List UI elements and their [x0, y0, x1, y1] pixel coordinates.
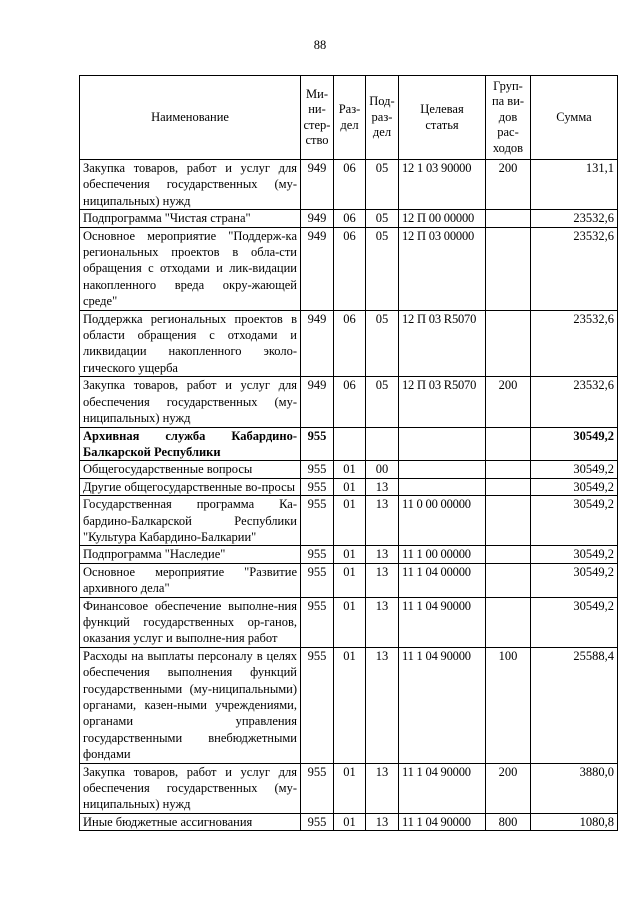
cell-amount: 30549,2 — [531, 563, 618, 597]
table-row — [80, 210, 618, 227]
cell-amount: 30549,2 — [531, 546, 618, 563]
cell-expense-group — [486, 310, 531, 377]
cell-name: Государственная программа Ка-бардино-Балкарской Республики "Культура Кабардино-Балкарии" — [80, 496, 301, 546]
cell-amount: 23532,6 — [531, 210, 618, 227]
cell-subsection: 05 — [366, 377, 399, 427]
cell-ministry: 949 — [301, 310, 334, 377]
cell-section: 06 — [334, 227, 366, 310]
cell-target: 12 П 03 00000 — [399, 227, 486, 310]
table-row — [80, 813, 618, 830]
table-row — [80, 427, 618, 461]
cell-expense-group: 100 — [486, 647, 531, 763]
cell-section: 01 — [334, 546, 366, 563]
cell-name: Общегосударственные вопросы — [80, 461, 301, 478]
cell-ministry: 949 — [301, 160, 334, 210]
cell-section: 01 — [334, 461, 366, 478]
cell-subsection: 13 — [366, 496, 399, 546]
cell-subsection: 13 — [366, 597, 399, 647]
table-row — [80, 310, 618, 377]
header-section: Раз- дел — [334, 76, 366, 160]
cell-section: 01 — [334, 563, 366, 597]
cell-expense-group: 200 — [486, 160, 531, 210]
cell-ministry: 955 — [301, 647, 334, 763]
cell-expense-group: 800 — [486, 813, 531, 830]
cell-section: 06 — [334, 210, 366, 227]
table-row — [80, 563, 618, 597]
cell-section: 06 — [334, 310, 366, 377]
table-row — [80, 496, 618, 546]
cell-expense-group — [486, 427, 531, 461]
cell-section: 01 — [334, 597, 366, 647]
cell-name: Другие общегосударственные во-просы — [80, 478, 301, 495]
cell-name: Иные бюджетные ассигнования — [80, 813, 301, 830]
cell-target: 11 1 04 90000 — [399, 813, 486, 830]
cell-subsection: 05 — [366, 210, 399, 227]
cell-ministry: 949 — [301, 227, 334, 310]
cell-section: 01 — [334, 763, 366, 813]
cell-target — [399, 478, 486, 495]
cell-amount: 131,1 — [531, 160, 618, 210]
cell-amount: 23532,6 — [531, 227, 618, 310]
table-body — [80, 160, 618, 831]
cell-name: Финансовое обеспечение выполне-ния функций государственных ор-ганов, оказания услуг и выполне-ния работ — [80, 597, 301, 647]
cell-subsection — [366, 427, 399, 461]
cell-expense-group: 200 — [486, 377, 531, 427]
cell-target: 12 П 03 R5070 — [399, 310, 486, 377]
cell-amount: 30549,2 — [531, 597, 618, 647]
cell-name: Основное мероприятие "Поддерж-ка региональных проектов в обла-сти обращения с отходами и лик-видации накопленного вреда окру-жающей среде" — [80, 227, 301, 310]
cell-expense-group — [486, 227, 531, 310]
cell-target: 11 1 04 00000 — [399, 563, 486, 597]
cell-target — [399, 461, 486, 478]
cell-ministry: 955 — [301, 813, 334, 830]
cell-ministry: 955 — [301, 597, 334, 647]
cell-name: Закупка товаров, работ и услуг для обеспечения государственных (му-ниципальных) нужд — [80, 763, 301, 813]
cell-ministry: 955 — [301, 546, 334, 563]
cell-target: 12 1 03 90000 — [399, 160, 486, 210]
cell-ministry: 955 — [301, 496, 334, 546]
cell-subsection: 13 — [366, 763, 399, 813]
table-row — [80, 227, 618, 310]
cell-section: 01 — [334, 813, 366, 830]
table-row — [80, 647, 618, 763]
cell-expense-group — [486, 546, 531, 563]
cell-expense-group — [486, 461, 531, 478]
cell-ministry: 955 — [301, 461, 334, 478]
cell-ministry: 949 — [301, 210, 334, 227]
cell-subsection: 05 — [366, 227, 399, 310]
cell-ministry: 955 — [301, 427, 334, 461]
header-row — [80, 76, 618, 160]
cell-name: Архивная служба Кабардино-Балкарской Республики — [80, 427, 301, 461]
cell-subsection: 13 — [366, 563, 399, 597]
cell-ministry: 955 — [301, 763, 334, 813]
budget-table — [79, 75, 618, 831]
cell-section: 01 — [334, 478, 366, 495]
table-row — [80, 546, 618, 563]
cell-expense-group — [486, 496, 531, 546]
cell-amount: 30549,2 — [531, 461, 618, 478]
cell-subsection: 05 — [366, 310, 399, 377]
cell-section — [334, 427, 366, 461]
cell-target — [399, 427, 486, 461]
cell-expense-group — [486, 478, 531, 495]
cell-subsection: 13 — [366, 647, 399, 763]
cell-name: Подпрограмма "Наследие" — [80, 546, 301, 563]
cell-ministry: 955 — [301, 563, 334, 597]
header-target: Целевая статья — [399, 76, 486, 160]
cell-ministry: 955 — [301, 478, 334, 495]
cell-target: 11 0 00 00000 — [399, 496, 486, 546]
cell-amount: 30549,2 — [531, 496, 618, 546]
cell-subsection: 05 — [366, 160, 399, 210]
cell-name: Поддержка региональных проектов в области обращения с отходами и ликвидации накопленного эколо-гического ущерба — [80, 310, 301, 377]
cell-name: Подпрограмма "Чистая страна" — [80, 210, 301, 227]
cell-name: Закупка товаров, работ и услуг для обеспечения государственных (му-ниципальных) нужд — [80, 377, 301, 427]
cell-amount: 23532,6 — [531, 377, 618, 427]
cell-name: Закупка товаров, работ и услуг для обеспечения государственных (му-ниципальных) нужд — [80, 160, 301, 210]
table-row — [80, 461, 618, 478]
cell-expense-group — [486, 210, 531, 227]
cell-section: 01 — [334, 647, 366, 763]
cell-subsection: 13 — [366, 546, 399, 563]
cell-amount: 25588,4 — [531, 647, 618, 763]
table-row — [80, 763, 618, 813]
cell-target: 11 1 04 90000 — [399, 647, 486, 763]
cell-section: 06 — [334, 160, 366, 210]
header-name: Наименование — [80, 76, 301, 160]
cell-ministry: 949 — [301, 377, 334, 427]
header-amount: Сумма — [531, 76, 618, 160]
table-row — [80, 597, 618, 647]
table-row — [80, 377, 618, 427]
cell-target: 12 П 03 R5070 — [399, 377, 486, 427]
cell-amount: 3880,0 — [531, 763, 618, 813]
header-expense-group: Груп- па ви- дов рас- ходов — [486, 76, 531, 160]
cell-target: 12 П 00 00000 — [399, 210, 486, 227]
cell-expense-group: 200 — [486, 763, 531, 813]
table-row — [80, 478, 618, 495]
cell-section: 01 — [334, 496, 366, 546]
header-subsection: Под- раз- дел — [366, 76, 399, 160]
cell-name: Расходы на выплаты персоналу в целях обеспечения выполнения функций государственными (му-ниципальными) органами, казен-ными учреждениями, органами управления государственными внебюджетными фондами — [80, 647, 301, 763]
cell-amount: 30549,2 — [531, 427, 618, 461]
cell-section: 06 — [334, 377, 366, 427]
cell-expense-group — [486, 597, 531, 647]
cell-target: 11 1 00 00000 — [399, 546, 486, 563]
cell-expense-group — [486, 563, 531, 597]
cell-subsection: 13 — [366, 478, 399, 495]
cell-amount: 23532,6 — [531, 310, 618, 377]
cell-subsection: 13 — [366, 813, 399, 830]
header-ministry: Ми- ни- стер- ство — [301, 76, 334, 160]
cell-name: Основное мероприятие "Развитие архивного дела" — [80, 563, 301, 597]
table-row — [80, 160, 618, 210]
cell-target: 11 1 04 90000 — [399, 763, 486, 813]
cell-target: 11 1 04 90000 — [399, 597, 486, 647]
cell-subsection: 00 — [366, 461, 399, 478]
cell-amount: 30549,2 — [531, 478, 618, 495]
cell-amount: 1080,8 — [531, 813, 618, 830]
page-number: 88 — [313, 38, 327, 52]
